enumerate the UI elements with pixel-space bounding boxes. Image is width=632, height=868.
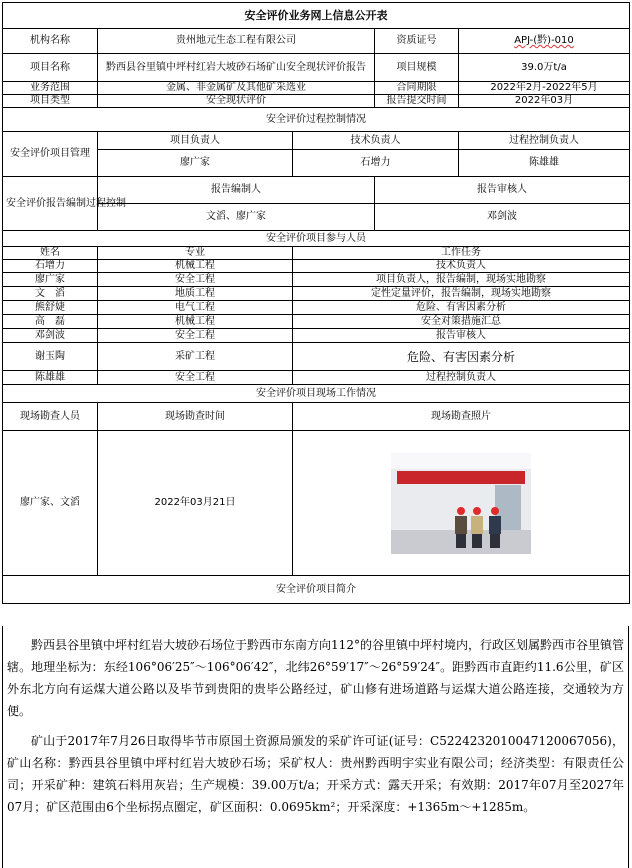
- process-section-title: 安全评价过程控制情况: [3, 108, 630, 132]
- participant-name: 邓剑波: [3, 329, 98, 343]
- photo-person: [471, 507, 483, 548]
- participant-row: [3, 371, 630, 385]
- report-ctrl-label: 安全评价报告编制过程控制: [3, 177, 98, 231]
- participant-task: 过程控制负责人: [293, 371, 630, 385]
- col-photo-header: 现场勘查照片: [293, 403, 630, 431]
- participant-task: 项目负责人，报告编制，现场实地勘察: [293, 273, 630, 287]
- participant-row: [3, 343, 630, 371]
- participant-task: 定性定量评价，报告编制，现场实地勘察: [293, 287, 630, 301]
- mgmt-label: 安全评价项目管理: [3, 132, 98, 177]
- scale-value: 39.0万t/a: [459, 54, 630, 82]
- photo-person: [455, 507, 467, 548]
- reviewer-label: 报告审核人: [375, 177, 630, 204]
- ctrl-label: 过程控制负责人: [459, 132, 630, 150]
- participant-name: 熊舒婕: [3, 301, 98, 315]
- participant-task: 技术负责人: [293, 260, 630, 273]
- site-people-value: 廖广家、文滔: [3, 431, 98, 576]
- tech-label: 技术负责人: [293, 132, 459, 150]
- org-label: 机构名称: [3, 29, 98, 54]
- participant-task: 报告审核人: [293, 329, 630, 343]
- submit-value: 2022年03月: [459, 95, 630, 108]
- col-task-header: 工作任务: [293, 247, 630, 260]
- submit-label: 报告提交时间: [375, 95, 459, 108]
- participant-major: 地质工程: [98, 287, 293, 301]
- info-disclosure-table: [2, 2, 630, 604]
- participant-major: 安全工程: [98, 329, 293, 343]
- participant-name: 陈雄雄: [3, 371, 98, 385]
- participant-major: 机械工程: [98, 260, 293, 273]
- participant-task: 安全对策措施汇总: [293, 315, 630, 329]
- col-people-header: 现场勘查人员: [3, 403, 98, 431]
- participant-major: 安全工程: [98, 371, 293, 385]
- participant-name: 石增力: [3, 260, 98, 273]
- table-title: 安全评价业务网上信息公开表: [3, 3, 630, 29]
- participants-section-title: 安全评价项目参与人员: [3, 231, 630, 247]
- participant-row: [3, 260, 630, 273]
- intro-section-title: 安全评价项目简介: [3, 576, 630, 604]
- scope-label: 业务范围: [3, 82, 98, 95]
- ctrl-value: 陈雄雄: [459, 150, 630, 177]
- type-value: 安全现状评价: [98, 95, 375, 108]
- participant-row: [3, 315, 630, 329]
- period-label: 合同期限: [375, 82, 459, 95]
- tech-value: 石增力: [293, 150, 459, 177]
- type-label: 项目类型: [3, 95, 98, 108]
- head-label: 项目负责人: [98, 132, 293, 150]
- participant-name: 廖广家: [3, 273, 98, 287]
- participant-row: [3, 329, 630, 343]
- col-major-header: 专业: [98, 247, 293, 260]
- participant-major: 采矿工程: [98, 343, 293, 371]
- participant-major: 安全工程: [98, 273, 293, 287]
- cert-value: APJ-(黔)-010: [459, 29, 630, 54]
- org-value: 贵州地元生态工程有限公司: [98, 29, 375, 54]
- intro-paragraph-2: 矿山于2017年7月26日取得毕节市原国土资源局颁发的采矿许可证(证号：C5224232010047120067056)，矿山名称：黔西县谷里镇中坪村红岩大坡砂石场；采矿权人：贵州黔西明宇实业有限公司；经济类型：有限责任公司；开采矿种：建筑石料用灰岩；生产规模：39.00万t/a；开采方式：露天开采；有效期：2017年07月至2027年07月；矿区范围由6个坐标拐点圈定，矿区面积：0.0695km²；开采深度：+1365m～+1285m。: [7, 734, 624, 814]
- participant-task: 危险、有害因素分析: [293, 301, 630, 315]
- reviewer-value: 邓剑波: [375, 204, 630, 231]
- participant-name: 谢玉陶: [3, 343, 98, 371]
- site-survey-photo: [391, 453, 531, 554]
- site-section-title: 安全评价项目现场工作情况: [3, 385, 630, 403]
- writer-value: 文滔、廖广家: [98, 204, 375, 231]
- participant-name: 文 滔: [3, 287, 98, 301]
- photo-ceiling: [391, 453, 531, 469]
- photo-person: [489, 507, 501, 548]
- col-time-header: 现场勘查时间: [98, 403, 293, 431]
- participant-major: 电气工程: [98, 301, 293, 315]
- participant-row: [3, 301, 630, 315]
- scope-value: 金属、非金属矿及其他矿采选业: [98, 82, 375, 95]
- site-photo-cell: [293, 431, 630, 576]
- participant-major: 机械工程: [98, 315, 293, 329]
- writer-label: 报告编制人: [98, 177, 375, 204]
- head-value: 廖广家: [98, 150, 293, 177]
- cert-label: 资质证号: [375, 29, 459, 54]
- participant-row: [3, 287, 630, 301]
- scale-label: 项目规模: [375, 54, 459, 82]
- participant-row: [3, 273, 630, 287]
- col-name-header: 姓名: [3, 247, 98, 260]
- photo-red-banner: [397, 471, 525, 484]
- site-time-value: 2022年03月21日: [98, 431, 293, 576]
- intro-paragraph-1: 黔西县谷里镇中坪村红岩大坡砂石场位于黔西市东南方向112°的谷里镇中坪村境内，行政区划属黔西市谷里镇管辖。地理坐标为：东经106°06′25″～106°06′42″，北纬26°59′17″～26°59′24″。距黔西市直距约11.6公里，矿区外东北方向有运煤大道公路以及毕节到贵阳的贵毕公路经过，矿山修有进场道路与运煤大道公路连接，交通较为方便。: [7, 638, 624, 718]
- project-label: 项目名称: [3, 54, 98, 82]
- project-value: 黔西县谷里镇中坪村红岩大坡砂石场矿山安全现状评价报告: [98, 54, 375, 82]
- project-intro: [2, 626, 629, 868]
- participant-name: 高 磊: [3, 315, 98, 329]
- period-value: 2022年2月-2022年5月: [459, 82, 630, 95]
- participant-task: 危险、有害因素分析: [293, 343, 630, 371]
